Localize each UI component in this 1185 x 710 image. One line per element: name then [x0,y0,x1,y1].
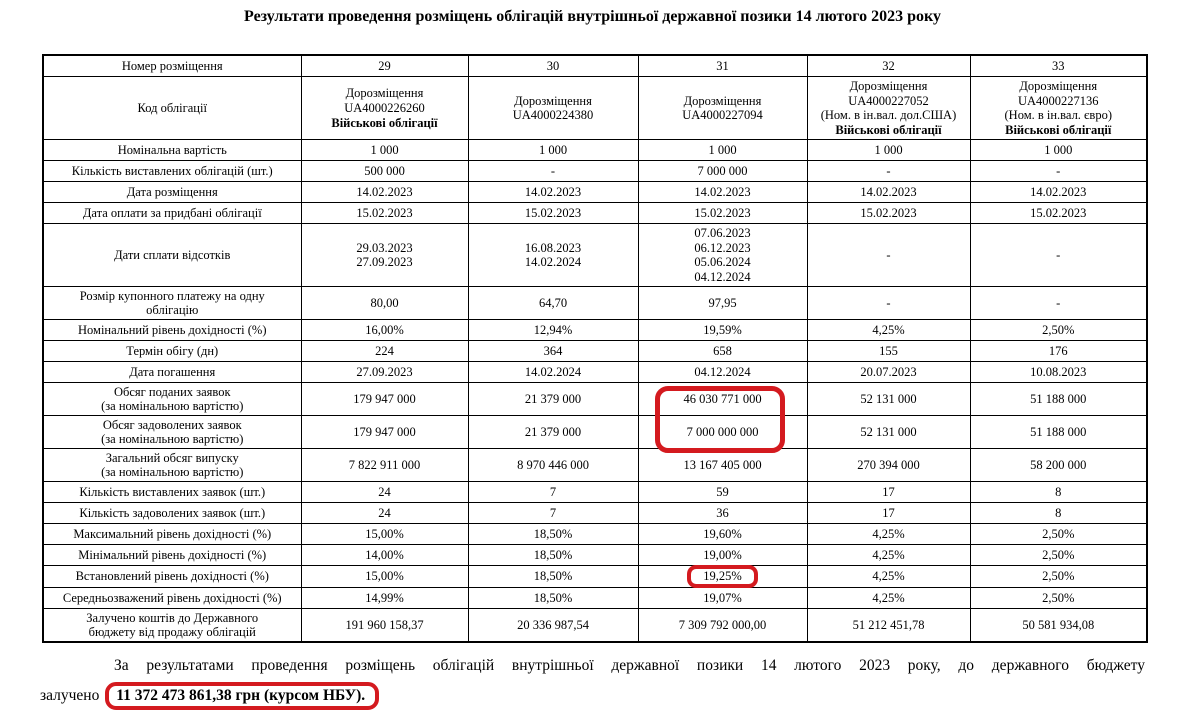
row-label: Код облігації [43,77,301,140]
cell: 27.09.2023 [301,362,468,383]
cell: 500 000 [301,161,468,182]
row-label: Розмір купонного платежу на одну облігацію [43,287,301,320]
cell: 1 000 [638,140,807,161]
cell: - [970,161,1147,182]
row-label: Дати сплати відсотків [43,224,301,287]
cell: 18,50% [468,588,638,609]
cell: 97,95 [638,287,807,320]
cell: 18,50% [468,545,638,566]
cell: 04.12.2024 [638,362,807,383]
row-label: Максимальний рівень дохідності (%) [43,524,301,545]
cell: 270 394 000 [807,449,970,482]
cell: 155 [807,341,970,362]
cell: 16,00% [301,320,468,341]
cell: 50 581 934,08 [970,609,1147,643]
table-row [43,161,1147,182]
table-row [43,524,1147,545]
cell: 58 200 000 [970,449,1147,482]
row-label: Кількість задоволених заявок (шт.) [43,503,301,524]
cell: - [970,287,1147,320]
cell: 52 131 000 [807,383,970,416]
cell: - [807,161,970,182]
page-title: Результати проведення розміщень облігацій внутрішньої державної позики 14 лютого 2023 року [244,8,941,25]
row-label: Мінімальний рівень дохідності (%) [43,545,301,566]
row-label: Термін обігу (дн) [43,341,301,362]
cell: 14,99% [301,588,468,609]
row-label: Залучено коштів до Державного бюджету від продажу облігацій [43,609,301,643]
cell: 12,94% [468,320,638,341]
cell: 14,00% [301,545,468,566]
table-row [43,609,1147,643]
row-label: Дата погашення [43,362,301,383]
row-label: Обсяг поданих заявок (за номінальною вартістю) [43,383,301,416]
cell: 51 188 000 [970,383,1147,416]
cell: 29 [301,55,468,77]
cell: 24 [301,482,468,503]
cell: 14.02.2023 [807,182,970,203]
bond-code-cell: Дорозміщення UA4000227052 (Ном. в ін.вал. дол.США) Військові облігації [807,77,970,140]
cell: 24 [301,503,468,524]
cell: 64,70 [468,287,638,320]
cell: 15.02.2023 [970,203,1147,224]
cell: 8 970 446 000 [468,449,638,482]
cell: 30 [468,55,638,77]
table-row [43,55,1147,77]
highlight-box: 19,25% [687,565,758,588]
row-label: Загальний обсяг випуску (за номінальною вартістю) [43,449,301,482]
cell: 14.02.2023 [638,182,807,203]
table-row [43,545,1147,566]
military-bond-note: Військові облігації [1005,122,1112,137]
summary-line2-prefix: залучено [40,687,100,705]
cell: 1 000 [301,140,468,161]
cell: 33 [970,55,1147,77]
table-row [43,588,1147,609]
cell: 13 167 405 000 [638,449,807,482]
cell: 18,50% [468,524,638,545]
cell: 176 [970,341,1147,362]
cell: - [970,224,1147,287]
cell: 31 [638,55,807,77]
cell: 2,50% [970,320,1147,341]
cell: 191 960 158,37 [301,609,468,643]
cell: 10.08.2023 [970,362,1147,383]
bond-code-cell: Дорозміщення UA4000227094 [638,77,807,140]
cell: 15,00% [301,524,468,545]
cell: 20.07.2023 [807,362,970,383]
cell: - [468,161,638,182]
table-row [43,383,1147,416]
cell: 4,25% [807,566,970,588]
table-row [43,224,1147,287]
cell: 7 [468,482,638,503]
row-label: Дата оплати за придбані облігації [43,203,301,224]
cell: - [807,287,970,320]
cell: 19,59% [638,320,807,341]
cell: 15,00% [301,566,468,588]
table-row [43,341,1147,362]
summary-paragraph [40,656,1145,710]
cell: 2,50% [970,524,1147,545]
cell: 179 947 000 [301,383,468,416]
row-label: Номінальна вартість [43,140,301,161]
cell: 46 030 771 000 [638,383,807,416]
row-label: Дата розміщення [43,182,301,203]
cell: 51 212 451,78 [807,609,970,643]
cell: 7 309 792 000,00 [638,609,807,643]
cell: 07.06.2023 06.12.2023 05.06.2024 04.12.2024 [638,224,807,287]
summary-line2 [40,682,1145,710]
military-bond-note: Військові облігації [835,122,942,137]
cell: 19,00% [638,545,807,566]
row-label: Середньозважений рівень дохідності (%) [43,588,301,609]
table-row [43,482,1147,503]
summary-line1: За результатами проведення розміщень облігацій внутрішньої державної позики 14 лютого 2023 року, до державного бюджету [114,657,1145,675]
cell: 19,07% [638,588,807,609]
table-row [43,203,1147,224]
cell: 15.02.2023 [468,203,638,224]
cell: 18,50% [468,566,638,588]
cell: 7 822 911 000 [301,449,468,482]
table-row [43,449,1147,482]
cell: 1 000 [807,140,970,161]
cell: 7 000 000 000 [638,416,807,449]
table-row [43,182,1147,203]
total-raised-highlight-box: 11 372 473 861,38 грн (курсом НБУ). [105,682,379,710]
cell: 21 379 000 [468,383,638,416]
table-row [43,503,1147,524]
cell: 8 [970,482,1147,503]
cell: 16.08.2023 14.02.2024 [468,224,638,287]
cell: 658 [638,341,807,362]
cell: 17 [807,482,970,503]
results-table [42,54,1148,643]
row-label: Кількість виставлених облігацій (шт.) [43,161,301,182]
cell: 2,50% [970,545,1147,566]
table-row [43,362,1147,383]
table-row [43,320,1147,341]
cell: 14.02.2024 [468,362,638,383]
cell: 17 [807,503,970,524]
cell: 15.02.2023 [638,203,807,224]
row-label: Кількість виставлених заявок (шт.) [43,482,301,503]
bond-code-cell: Дорозміщення UA4000226260 Військові облігації [301,77,468,140]
cell: 179 947 000 [301,416,468,449]
table-row [43,566,1147,588]
table-row [43,416,1147,449]
row-label: Номер розміщення [43,55,301,77]
cell: 8 [970,503,1147,524]
row-label: Обсяг задоволених заявок (за номінальною вартістю) [43,416,301,449]
cell: 14.02.2023 [970,182,1147,203]
bond-code-cell: Дорозміщення UA4000227136 (Ном. в ін.вал. євро) Військові облігації [970,77,1147,140]
row-label: Номінальний рівень дохідності (%) [43,320,301,341]
cell: 36 [638,503,807,524]
bond-code-cell: Дорозміщення UA4000224380 [468,77,638,140]
results-table-wrapper [42,54,1185,643]
cell: 59 [638,482,807,503]
cell: 29.03.2023 27.09.2023 [301,224,468,287]
cell: 2,50% [970,588,1147,609]
table-row [43,287,1147,320]
military-bond-note: Військові облігації [331,115,438,130]
cell: 51 188 000 [970,416,1147,449]
cell: 7 000 000 [638,161,807,182]
cell: 14.02.2023 [468,182,638,203]
cell: 2,50% [970,566,1147,588]
cell [638,566,807,588]
cell: 364 [468,341,638,362]
cell: 52 131 000 [807,416,970,449]
cell: 4,25% [807,320,970,341]
cell: 1 000 [970,140,1147,161]
cell: 21 379 000 [468,416,638,449]
table-row [43,140,1147,161]
cell: 15.02.2023 [301,203,468,224]
row-label: Встановлений рівень дохідності (%) [43,566,301,588]
cell: 32 [807,55,970,77]
cell: 1 000 [468,140,638,161]
cell: 4,25% [807,588,970,609]
cell: 14.02.2023 [301,182,468,203]
cell: - [807,224,970,287]
cell: 7 [468,503,638,524]
cell: 19,60% [638,524,807,545]
table-row [43,77,1147,140]
cell: 4,25% [807,524,970,545]
cell: 224 [301,341,468,362]
cell: 15.02.2023 [807,203,970,224]
cell: 4,25% [807,545,970,566]
cell: 20 336 987,54 [468,609,638,643]
cell: 80,00 [301,287,468,320]
